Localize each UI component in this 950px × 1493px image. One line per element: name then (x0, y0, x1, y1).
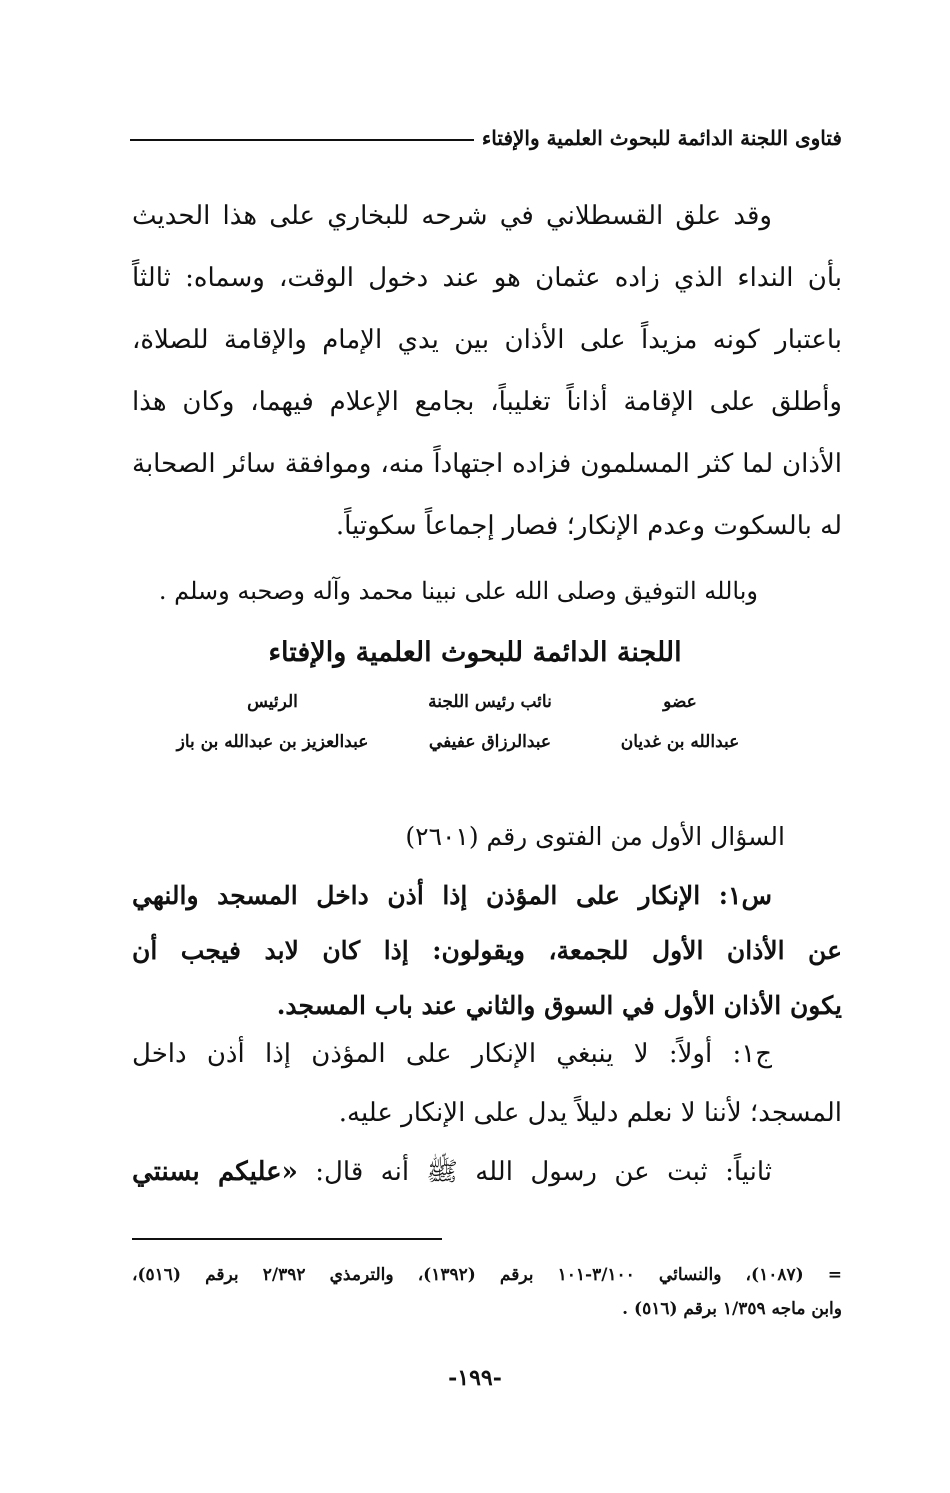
committee-name: اللجنة الدائمة للبحوث العلمية والإفتاء (268, 637, 682, 668)
body-line: الأذان لما كثر المسلمون فزاده اجتهاداً منه، وموافقة سائر الصحابة (132, 449, 842, 479)
body-line: وقد علق القسطلاني في شرحه للبخاري على هذا الحديث (132, 201, 772, 231)
chair-name: عبدالعزيز بن عبدالله بن باز (176, 732, 369, 752)
answer-text (132, 1025, 842, 1202)
question-line: يكون الأذان الأول في السوق والثاني عند باب المسجد. (276, 991, 842, 1020)
answer-second-prefix: ثانياً: ثبت عن رسول الله ﷺ أنه قال: (297, 1157, 772, 1187)
answer-line: المسجد؛ لأننا لا نعلم دليلاً يدل على الإنكار عليه. (338, 1098, 842, 1128)
footnote-line: وابن ماجه ١/٣٥٩ برقم (٥١٦) . (622, 1299, 842, 1319)
running-header (130, 118, 842, 158)
question-heading: السؤال الأول من الفتوى رقم (٢٦٠١) (405, 822, 785, 851)
role-deputy-chair: نائب رئيس اللجنة (428, 692, 552, 712)
footnote-rule (132, 1238, 442, 1240)
body-line: له بالسكوت وعدم الإنكار؛ فصار إجماعاً سكوتياً. (335, 511, 842, 541)
question-text (132, 868, 842, 1033)
fatwa-body-text (132, 185, 842, 557)
body-line: وأطلق على الإقامة أذاناً تغليباً، بجامع الإعلام فيهما، وكان هذا (132, 387, 842, 417)
role-member: عضو (663, 692, 697, 712)
answer-line: ج١: أولاً: لا ينبغي الإنكار على المؤذن إذا أذن داخل (132, 1039, 772, 1069)
body-line: بأن النداء الذي زاده عثمان هو عند دخول الوقت، وسماه: ثالثاً (132, 263, 842, 293)
role-chair: الرئيس (247, 692, 298, 712)
header-rule (130, 139, 474, 141)
running-header-title: فتاوى اللجنة الدائمة للبحوث العلمية والإفتاء (481, 126, 842, 150)
closing-prayer: وبالله التوفيق وصلى الله على نبينا محمد وآله وصحبه وسلم . (158, 577, 758, 605)
footnote-line: = (١٠٨٧)، والنسائي ٣/١٠٠-١٠١ برقم (١٣٩٢)، والترمذي ٢/٣٩٢ برقم (٥١٦)، (132, 1265, 842, 1285)
member-name: عبدالله بن غديان (620, 732, 740, 752)
signatures-table (170, 688, 755, 756)
question-line: س١: الإنكار على المؤذن إذا أذن داخل المسجد والنهي (132, 881, 772, 910)
answer-line-second (132, 1143, 842, 1202)
hadith-quote-start: «عليكم بسنتي (132, 1157, 298, 1187)
body-line: باعتبار كونه مزيداً على الأذان بين يدي الإمام والإقامة للصلاة، (132, 325, 842, 355)
page-number: -١٩٩- (448, 1365, 502, 1391)
footnotes (132, 1258, 842, 1326)
question-line: عن الأذان الأول للجمعة، ويقولون: إذا كان لابد فيجب أن (132, 936, 842, 965)
deputy-chair-name: عبدالرزاق عفيفي (428, 732, 552, 752)
